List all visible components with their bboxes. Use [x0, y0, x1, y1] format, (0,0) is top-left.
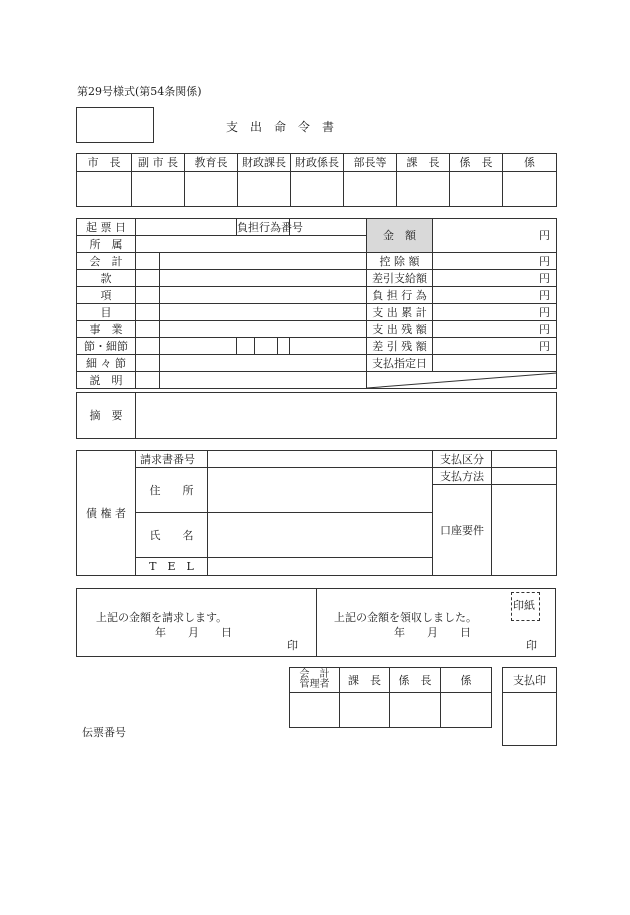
setsumei-code[interactable]	[136, 372, 160, 389]
invoice-no-label: 請求書番号	[136, 451, 208, 468]
stamp-box	[76, 107, 154, 143]
setsu-label: 節・細節	[77, 338, 136, 355]
jigyo-label: 事 業	[77, 321, 136, 338]
shiharai-date-field[interactable]	[433, 355, 557, 372]
tekiyo-label: 摘 要	[77, 393, 136, 439]
tel-label: T E L	[136, 558, 208, 576]
name-label: 氏 名	[136, 513, 208, 558]
kou-label: 項	[77, 287, 136, 304]
kan-label: 款	[77, 270, 136, 287]
kaikei-field[interactable]	[160, 253, 367, 270]
kou-field[interactable]	[160, 287, 367, 304]
claim-seal[interactable]: 印	[287, 639, 298, 652]
moku-field[interactable]	[160, 304, 367, 321]
approval-header: 副 市 長	[132, 154, 185, 172]
tekiyo-field[interactable]	[136, 393, 557, 439]
address-label: 住 所	[136, 468, 208, 513]
invoice-no-field[interactable]	[208, 451, 433, 468]
signature-divider	[316, 588, 317, 657]
approval-seal-cell[interactable]	[77, 172, 132, 207]
pay-method-field[interactable]	[492, 468, 557, 485]
amount-unit[interactable]: 円	[433, 338, 557, 355]
saisai-code[interactable]	[136, 355, 160, 372]
creditor-table	[76, 450, 557, 576]
kihyo-date-field[interactable]	[136, 219, 237, 236]
amount-label: 負 担 行 為	[367, 287, 433, 304]
amount-label: 支 出 残 額	[367, 321, 433, 338]
approval-header: 財政係長	[291, 154, 344, 172]
setsu-divider	[277, 338, 278, 355]
amount-table	[366, 218, 557, 389]
approval-seal-cell[interactable]	[344, 172, 397, 207]
name-field[interactable]	[208, 513, 433, 558]
revenue-stamp-label: 印紙	[513, 599, 535, 612]
approval-seal-cell[interactable]	[503, 172, 557, 207]
bottom-seal-cell[interactable]	[290, 693, 340, 728]
bottom-seal-cell[interactable]	[441, 693, 492, 728]
setsumei-field[interactable]	[160, 372, 367, 389]
bottom-seal-cell[interactable]	[340, 693, 390, 728]
amount-unit[interactable]: 円	[433, 304, 557, 321]
setsumei-label: 説 明	[77, 372, 136, 389]
shozoku-label: 所 属	[77, 236, 136, 253]
approval-header: 係	[503, 154, 557, 172]
amount-label: 差 引 残 額	[367, 338, 433, 355]
kan-field[interactable]	[160, 270, 367, 287]
kaikei-header-line2: 管理者	[299, 679, 330, 690]
setsu-divider	[254, 338, 255, 355]
amount-label: 差引支給額	[367, 270, 433, 287]
account-field[interactable]	[492, 485, 557, 576]
receipt-seal[interactable]: 印	[526, 639, 537, 652]
account-label: 口座要件	[433, 485, 492, 576]
diagonal-cell	[367, 372, 557, 389]
kaikei-label: 会 計	[77, 253, 136, 270]
approval-seal-cell[interactable]	[238, 172, 291, 207]
pay-method-label: 支払方法	[433, 468, 492, 485]
amount-unit[interactable]: 円	[433, 287, 557, 304]
amount-unit[interactable]: 円	[433, 270, 557, 287]
approval-header: 課 長	[397, 154, 450, 172]
kihyo-date-label: 起 票 日	[77, 219, 136, 236]
saisai-field[interactable]	[160, 355, 367, 372]
approval-table	[76, 153, 557, 207]
tekiyo-table	[76, 392, 557, 439]
amount-unit[interactable]: 円	[433, 321, 557, 338]
kaikei-header-line1: 会 計	[299, 668, 330, 680]
saisetsu-field[interactable]	[290, 338, 367, 355]
setsu-field[interactable]	[160, 338, 237, 355]
pay-seal-table	[502, 667, 557, 746]
approval-header: 教育長	[185, 154, 238, 172]
bottom-approval-table	[289, 667, 492, 728]
bottom-header: 係	[441, 668, 492, 693]
kan-code[interactable]	[136, 270, 160, 287]
form-number: 第29号様式(第54条関係)	[77, 85, 202, 98]
setsu-code[interactable]	[136, 338, 160, 355]
creditor-label: 債 権 者	[77, 451, 136, 576]
jigyo-code[interactable]	[136, 321, 160, 338]
kaikei-code[interactable]	[136, 253, 160, 270]
slip-number-label: 伝票番号	[82, 726, 126, 739]
amount-label: 支 出 累 計	[367, 304, 433, 321]
approval-seal-cell[interactable]	[397, 172, 450, 207]
approval-header: 市 長	[77, 154, 132, 172]
main-table-left	[76, 218, 367, 389]
receipt-date[interactable]: 年 月 日	[394, 626, 471, 639]
approval-seal-cell[interactable]	[450, 172, 503, 207]
moku-code[interactable]	[136, 304, 160, 321]
tel-field[interactable]	[208, 558, 433, 576]
kaikei-kanrisha-header	[290, 668, 340, 693]
bottom-header: 課 長	[340, 668, 390, 693]
approval-seal-cell[interactable]	[291, 172, 344, 207]
shozoku-field[interactable]	[136, 236, 367, 253]
bottom-header: 係 長	[390, 668, 441, 693]
kou-code[interactable]	[136, 287, 160, 304]
shiharai-date-label: 支払指定日	[367, 355, 433, 372]
approval-seal-cell[interactable]	[132, 172, 185, 207]
pay-seal-label: 支払印	[503, 668, 557, 693]
saisai-label: 細 々 節	[77, 355, 136, 372]
amount-label: 控 除 額	[367, 253, 433, 270]
kingaku-label: 金 額	[367, 219, 433, 253]
kingaku-unit[interactable]: 円	[433, 219, 557, 253]
jigyo-field[interactable]	[160, 321, 367, 338]
address-field[interactable]	[208, 468, 433, 513]
amount-unit[interactable]: 円	[433, 253, 557, 270]
pay-class-label: 支払区分	[433, 451, 492, 468]
approval-header: 部長等	[344, 154, 397, 172]
approval-header: 財政課長	[238, 154, 291, 172]
form-title: 支 出 命 令 書	[226, 120, 335, 134]
moku-label: 目	[77, 304, 136, 321]
approval-header: 係 長	[450, 154, 503, 172]
approval-seal-cell[interactable]	[185, 172, 238, 207]
claim-date[interactable]: 年 月 日	[155, 626, 232, 639]
diagonal-line	[367, 372, 557, 389]
pay-seal-cell[interactable]	[503, 693, 557, 746]
saisetsu-code[interactable]	[237, 338, 290, 355]
pay-class-field[interactable]	[492, 451, 557, 468]
receipt-text: 上記の金額を領収しました。	[334, 611, 477, 624]
bottom-seal-cell[interactable]	[390, 693, 441, 728]
futan-no-label: 負担行為番号	[237, 220, 304, 234]
claim-text: 上記の金額を請求します。	[96, 611, 228, 624]
